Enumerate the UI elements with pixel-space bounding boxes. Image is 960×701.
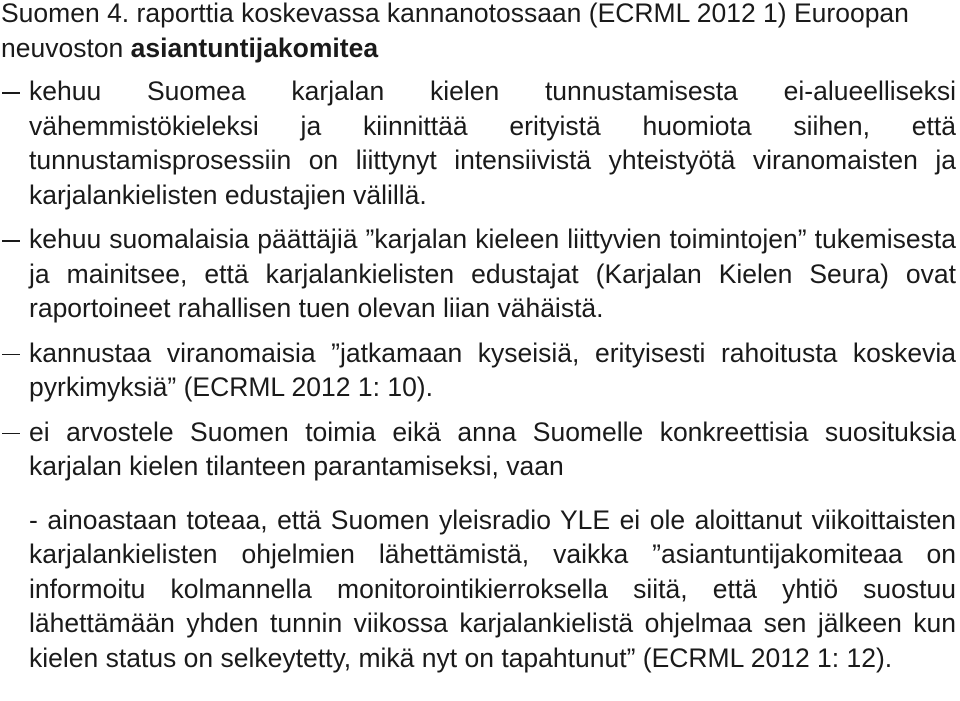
bullet-text-3: kannustaa viranomaisia ”jatkamaan kyseisiä, erityisesti rahoitusta koskevia pyrkimyksiä” (ECRML 2012 1: 10). <box>29 337 956 402</box>
intro-bold-term: asiantuntijakomitea <box>130 32 379 63</box>
bullet-text-1: kehuu Suomea karjalan kielen tunnustamisesta ei-alueelliseksi vähemmistökieleksi ja kiinnittää erityistä huomiota siihen, että tunnustamisprosessiin on liittynyt intensiivistä yhteistyötä viranomaisten ja karjalankielisten edustajien välillä. <box>29 76 956 210</box>
bullet-item-2 <box>1 222 956 326</box>
bullet-item-1 <box>1 74 956 212</box>
bullet-item-4 <box>1 415 956 484</box>
bullet-text-2: kehuu suomalaisia päättäjiä ”karjalan kieleen liittyvien toimintojen” tukemisesta ja mainitsee, että karjalankielisten edustajat (Karjalan Kielen Seura) ovat raportoineet rahallisen tuen olevan liian vähäistä. <box>29 224 956 323</box>
sub-item-text: - ainoastaan toteaa, että Suomen yleisradio YLE ei ole aloittanut viikoittaisten karjalankielisten ohjelmien lähettämistä, vaikka ”asiantuntijakomiteaa on informoitu kolmannella monitorointikierroksella siitä, että yhtiö suostuu lähettämään yhden tunnin viikossa karjalankielistä ohjelmaa sen jälkeen kun kielen status on selkeytetty, mikä nyt on tapahtunut” (ECRML 2012 1: 12). <box>29 504 956 673</box>
bullet-text-4: ei arvostele Suomen toimia eikä anna Suomelle konkreettisia suosituksia karjalan kielen tilanteen parantamiseksi, vaan <box>29 416 956 481</box>
bullet-item-3 <box>1 336 956 405</box>
intro-paragraph <box>1 0 956 65</box>
sub-item <box>1 503 956 676</box>
intro-text: Suomen 4. raporttia koskevassa kannanotossaan (ECRML 2012 1) Euroopan neuvoston <box>1 0 909 63</box>
